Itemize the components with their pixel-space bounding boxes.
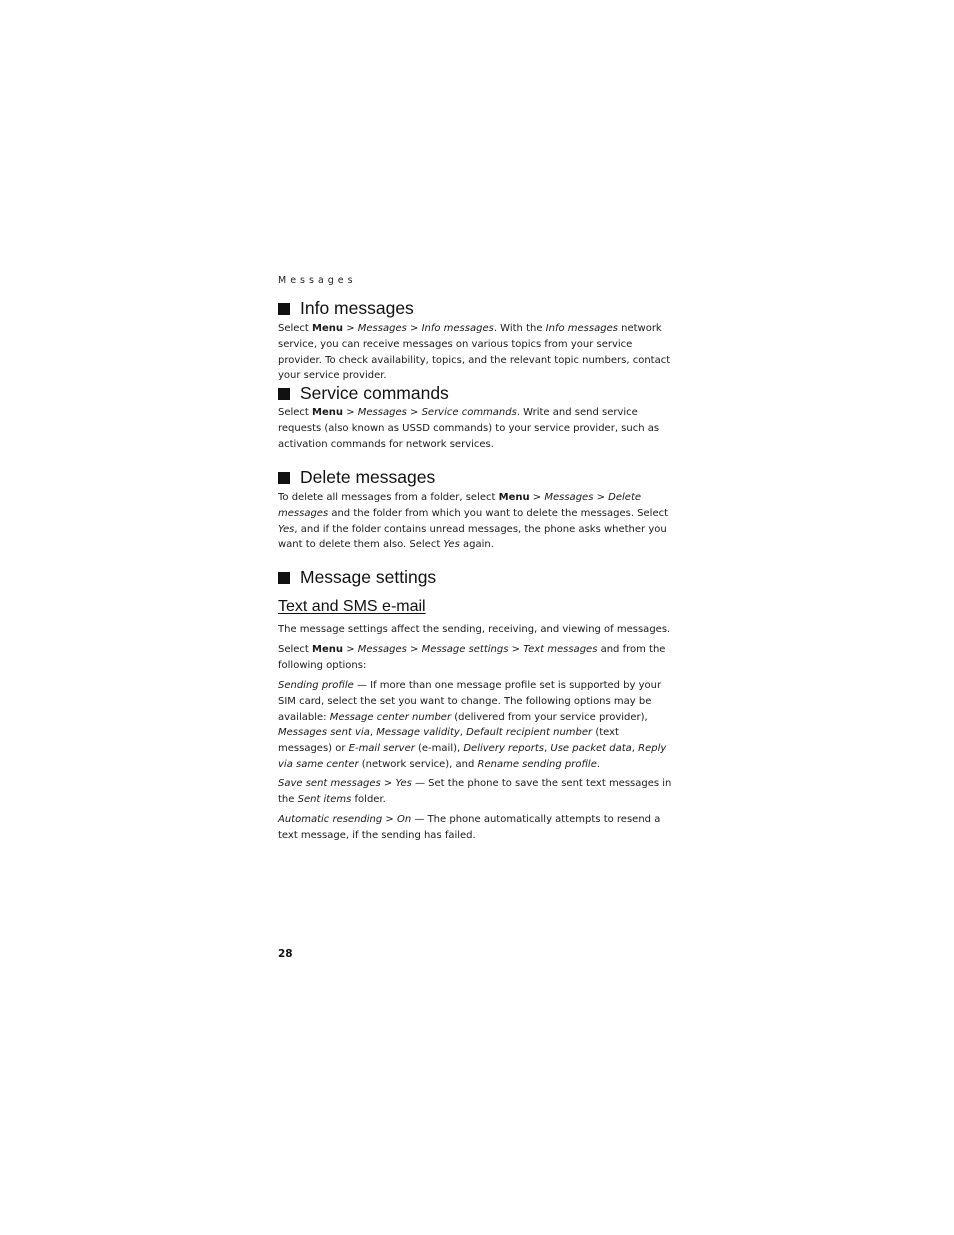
page-number: 28 — [278, 948, 293, 960]
section-heading-message-settings — [278, 567, 436, 588]
info-messages-paragraph: Select Menu > Messages > Info messages. With the Info messages network service, you can receive messages on various topics from your service provider. To check availability, topics, and the relevant topic numbers, contact your service provider. — [278, 323, 671, 382]
service-commands-paragraph: Select Menu > Messages > Service commands. Write and send service requests (also known as USSD commands) to your service provider, such as activation commands for network services. — [278, 407, 660, 450]
heading-text: Service commands — [300, 383, 449, 403]
square-bullet-icon — [278, 303, 290, 315]
subheading-text-and-sms-email: Text and SMS e-mail — [278, 598, 426, 615]
heading-text: Delete messages — [300, 467, 436, 487]
delete-messages-paragraph: To delete all messages from a folder, select Menu > Messages > Delete messages and the folder from which you want to delete the messages. Select Yes, and if the folder contains unread messages, the phone asks whether you want to delete them also. Select Yes again. — [278, 492, 669, 551]
automatic-resending-paragraph: Automatic resending > On — The phone automatically attempts to resend a text message, if the sending has failed. — [278, 814, 661, 841]
save-sent-messages-paragraph: Save sent messages > Yes — Set the phone to save the sent text messages in the Sent items folder. — [278, 778, 672, 805]
section-heading-delete-messages — [278, 467, 435, 488]
square-bullet-icon — [278, 388, 290, 400]
running-head: Messages — [278, 275, 357, 286]
section-heading-info-messages — [278, 298, 414, 319]
heading-text: Message settings — [300, 567, 437, 587]
sending-profile-paragraph: Sending profile — If more than one message profile set is supported by your SIM card, select the set you want to change. The following options may be available: Message center number (delivered from your service provider), Messages sent via, Message validity, Default recipient number (text messages) or E-mail server (e-mail), Delivery reports, Use packet data, Reply via same center (network service), and Rename sending profile. — [278, 680, 667, 770]
heading-text: Info messages — [300, 298, 414, 318]
settings-path-paragraph: Select Menu > Messages > Message settings > Text messages and from the following options: — [278, 644, 666, 671]
settings-intro-paragraph: The message settings affect the sending, receiving, and viewing of messages. — [278, 624, 671, 635]
square-bullet-icon — [278, 572, 290, 584]
square-bullet-icon — [278, 472, 290, 484]
section-heading-service-commands — [278, 383, 449, 404]
